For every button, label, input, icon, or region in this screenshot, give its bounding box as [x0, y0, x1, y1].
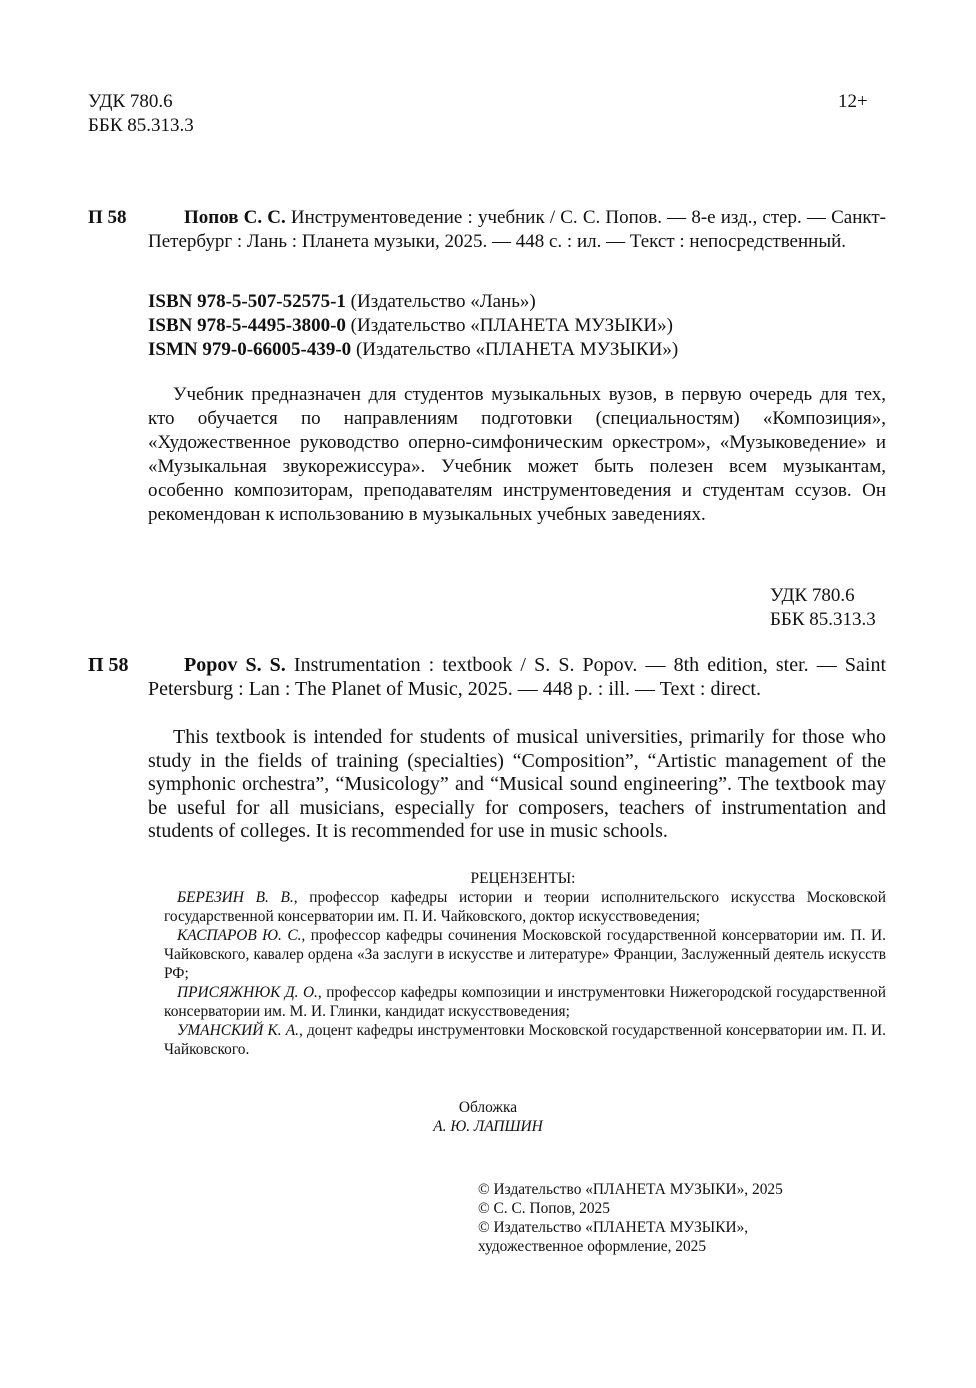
isbn-number: ISBN 978-5-4495-3800-0: [148, 315, 346, 336]
author-sign: П 58: [88, 207, 127, 228]
reviewer-name: ПРИСЯЖНЮК Д. О.: [177, 984, 318, 1001]
isbn-list: [148, 290, 678, 362]
isbn-publisher: (Издательство «Лань»): [350, 291, 536, 312]
cover-credit: [388, 1098, 588, 1136]
author-sign: П 58: [88, 654, 129, 676]
isbn-number: ISBN 978-5-507-52575-1: [148, 291, 346, 312]
reviewer-credentials: доцент кафедры инструментовки Московской государственной консерватории им. П. И. Чайковского.: [164, 1022, 886, 1058]
ru-citation-text: Инструментоведение : учебник / С. С. Попов. — 8-е изд., стер. — Санкт-Петербург : Лань : Планета музыки, 2025. — 448 с. : ил. — Текст : непосредственный.: [148, 207, 886, 252]
ru-author: Попов С. С.: [184, 207, 286, 228]
reviewer-entry: [164, 926, 886, 983]
isbn-line: [148, 314, 678, 338]
en-annotation: This textbook is intended for students of musical universities, primarily for those who study in the fields of training (specialties) “Composition”, “Artistic management of the symphonic orchestra”, “Musicology” and “Musical sound engineering”. The textbook may be useful for all musicians, especially for composers, teachers of instrumentation and students of colleges. It is recommended for use in music schools.: [148, 726, 886, 842]
reviewer-name: БЕРЕЗИН В. В.: [177, 889, 294, 906]
copyright-line: © Издательство «ПЛАНЕТА МУЗЫКИ», 2025: [478, 1181, 783, 1198]
reviewer-entry: УМАНСКИЙ К. А., доцент кафедры инструментовки Московской государственной консерватории им. П. И. Чайковского.: [164, 1022, 886, 1058]
bbk-code: ББК 85.313.3: [770, 609, 876, 630]
isbn-line: [148, 338, 678, 362]
reviewer-name: КАСПАРОВ Ю. С.,: [177, 927, 306, 944]
ru-annotation: Учебник предназначен для студентов музыкальных вузов, в первую очередь для тех, кто обучается по направлениям подготовки (специальностям) «Композиция», «Художественное руководство оперно-симфоническим оркестром», «Музыковедение» и «Музыкальная звукорежиссура». Учебник может быть полезен всем музыкантам, особенно композиторам, преподавателям инструментоведения и студентам ссузов. Он рекомендован к использованию в музыкальных учебных заведениях.: [148, 384, 886, 525]
age-rating: 12+: [838, 91, 868, 112]
reviewer-credentials: профессор кафедры истории и теории исполнительского искусства Московской государственной консерватории им. П. И. Чайковского, доктор искусствоведения;: [164, 889, 886, 925]
udk-code: УДК 780.6: [770, 585, 855, 606]
en-citation-text: Instrumentation : textbook / S. S. Popov. — 8th edition, ster. — Saint Petersburg : Lan : The Planet of Music, 2025. — 448 p. : ill. — Text : direct.: [148, 654, 887, 700]
isbn-line: [148, 290, 678, 314]
en-author-code: [88, 654, 129, 678]
reviewer-credentials: профессор кафедры композиции и инструментовки Нижегородской государственной консерватории им. М. И. Глинки, кандидат искусствоведения;: [164, 984, 886, 1020]
udk-code: УДК 780.6: [88, 91, 173, 112]
top-classification: [88, 90, 194, 138]
reviewer-credentials: профессор кафедры сочинения Московской государственной консерватории им. П. И. Чайковского, кавалер ордена «За заслуги в искусстве и литературе» Франции, Заслуженный деятель искусств РФ;: [164, 927, 887, 982]
en-author: Popov S. S.: [184, 654, 286, 676]
en-citation: [148, 654, 886, 701]
copyright-line: © Издательство «ПЛАНЕТА МУЗЫКИ»,: [478, 1219, 749, 1236]
ismn-number: ISMN 979-0-66005-439-0: [148, 339, 352, 360]
bbk-code: ББК 85.313.3: [88, 115, 194, 136]
isbn-publisher: (Издательство «ПЛАНЕТА МУЗЫКИ»): [355, 339, 679, 360]
en-classification: [770, 584, 876, 632]
copyright-line: художественное оформление, 2025: [478, 1238, 707, 1255]
reviewers-list: [164, 888, 886, 1059]
reviewer-name: УМАНСКИЙ К. А.: [177, 1022, 299, 1039]
cover-artist: А. Ю. ЛАПШИН: [433, 1118, 543, 1135]
reviewers-heading: РЕЦЕНЗЕНТЫ:: [470, 870, 576, 887]
ru-citation: [148, 206, 886, 254]
cover-label: Обложка: [458, 1099, 518, 1116]
isbn-publisher: (Издательство «ПЛАНЕТА МУЗЫКИ»): [350, 315, 673, 336]
ru-author-code: [88, 206, 127, 230]
copyright-block: [478, 1180, 783, 1256]
copyright-line: © С. С. Попов, 2025: [478, 1200, 610, 1217]
reviewer-entry: БЕРЕЗИН В. В., профессор кафедры истории и теории исполнительского искусства Московской государственной консерватории им. П. И. Чайковского, доктор искусствоведения;: [164, 889, 886, 925]
reviewer-entry: ПРИСЯЖНЮК Д. О., профессор кафедры композиции и инструментовки Нижегородской государственной консерватории им. М. И. Глинки, кандидат искусствоведения;: [164, 984, 886, 1020]
